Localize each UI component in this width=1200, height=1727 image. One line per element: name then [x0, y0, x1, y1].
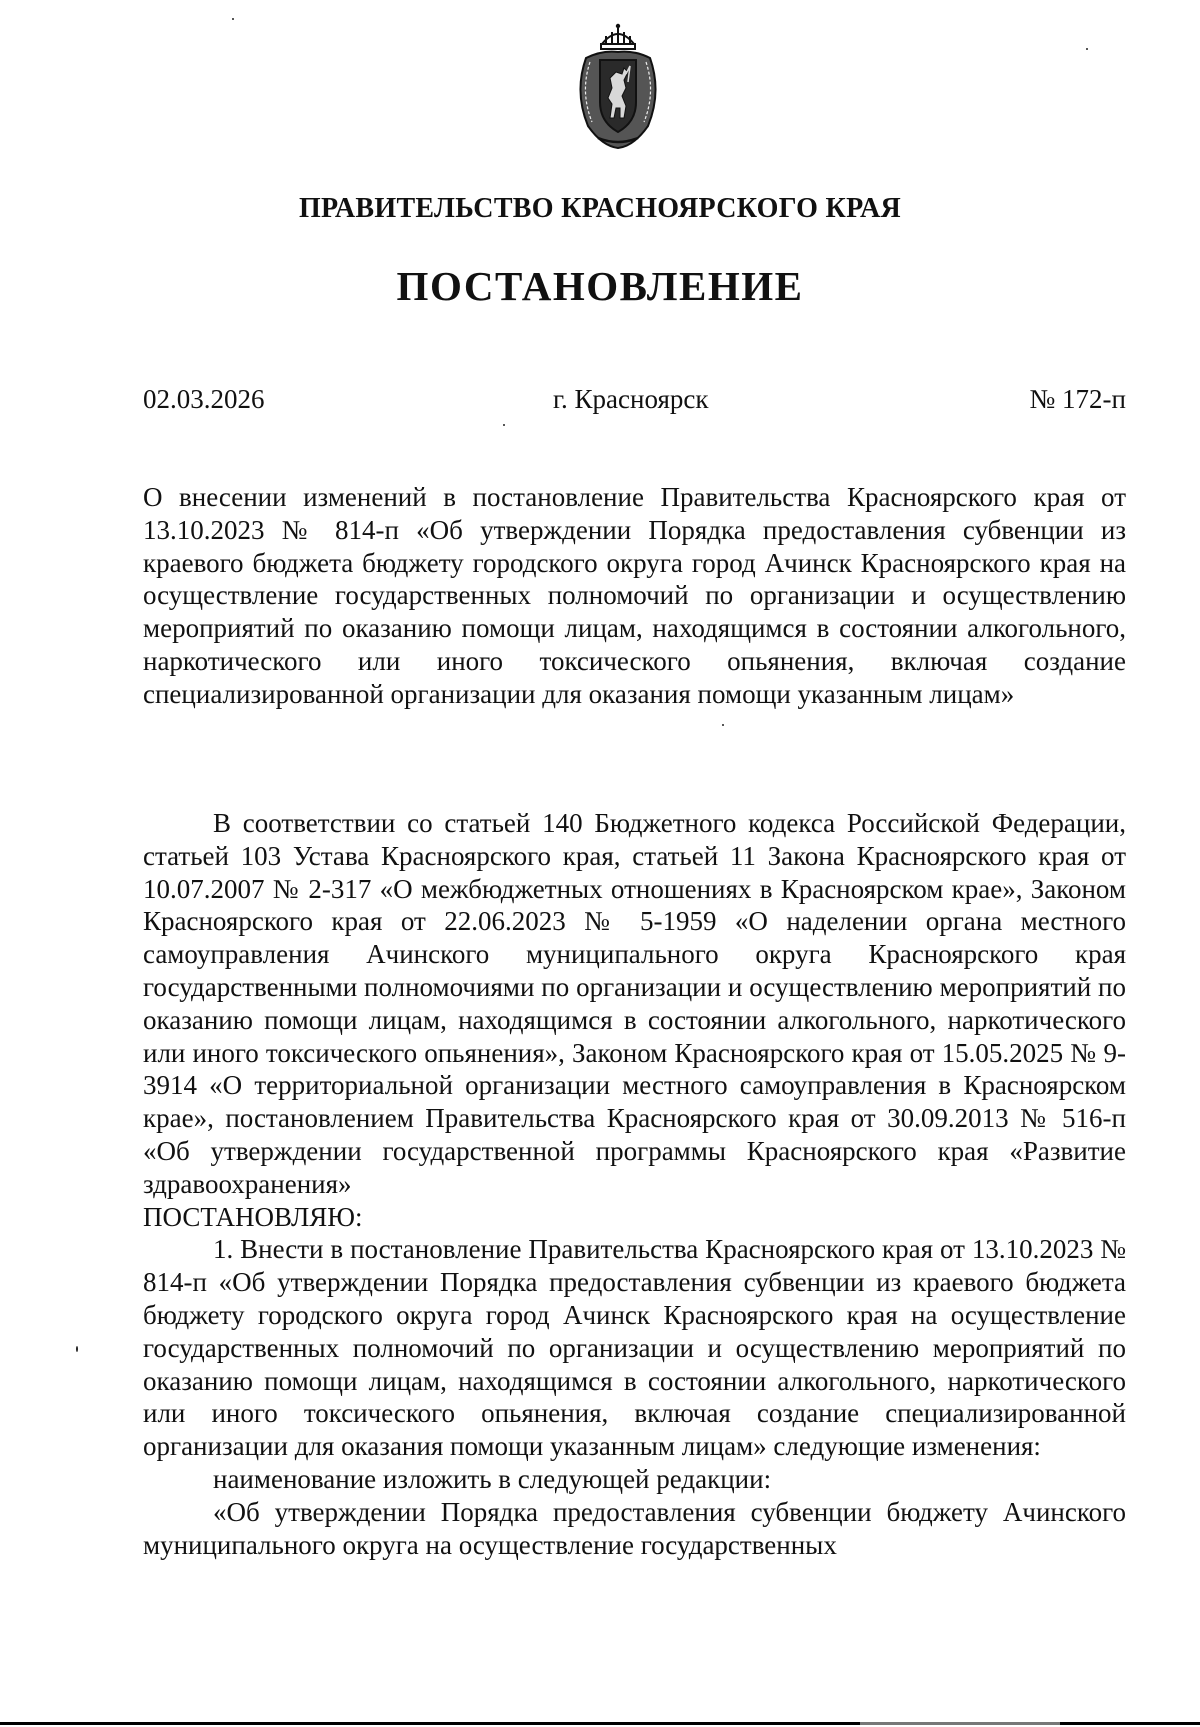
organization-title: ПРАВИТЕЛЬСТВО КРАСНОЯРСКОГО КРАЯ — [298, 193, 902, 224]
document-meta-row — [143, 384, 1126, 418]
new-name-paragraph: «Об утверждении Порядка предоставления субвенции бюджету Ачинского муниципального округа на осуществление государственных — [143, 1496, 1126, 1560]
document-subject — [143, 481, 1126, 711]
document-type-title: ПОСТАНОВЛЕНИЕ — [396, 263, 804, 309]
krasnoyarsk-coat-of-arms-icon — [568, 22, 668, 150]
document-body — [143, 807, 1126, 1561]
document-number: № 172-п — [1029, 384, 1126, 414]
scan-speck — [503, 424, 505, 426]
scan-speck — [1086, 48, 1088, 50]
preamble-paragraph: В соответствии со статьей 140 Бюджетного кодекса Российской Федерации, статьей 103 Устава Красноярского края, статьей 11 Закона Красноярского края от 10.07.2007 № 2-317 «О межбюджетных отношениях в Красноярском крае», Законом Красноярского края от 22.06.2023 № 5-1959 «О наделении органа местного самоуправления Ачинского муниципального округа Красноярского края государственными полномочиями по организации и осуществлению мероприятий по оказанию помощи лицам, находящимся в состоянии алкогольного, наркотического или иного токсического опьянения», Законом Красноярского края от 15.05.2025 № 9-3914 «О территориальной организации местного самоуправления в Красноярском крае», постановлением Правительства Красноярского края от 30.09.2013 № 516-п «Об утверждении государственной программы Красноярского края «Развитие здравоохранения» — [143, 808, 1126, 1199]
scan-speck — [76, 1346, 78, 1352]
document-city: г. Красноярск — [553, 384, 709, 414]
scan-speck — [722, 724, 724, 726]
document-date: 02.03.2026 — [143, 384, 265, 414]
scan-speck — [232, 18, 234, 20]
subject-text: О внесении изменений в постановление Правительства Красноярского края от 13.10.2023 № 814-п «Об утверждении Порядка предоставления субвенции из краевого бюджета бюджету городского округа город Ачинск Красноярского края на осуществление государственных полномочий по организации и осуществлению мероприятий по оказанию помощи лицам, находящимся в состоянии алкогольного, наркотического или иного токсического опьянения, включая создание специализированной организации для оказания помощи указанным лицам» — [143, 482, 1126, 709]
decree-word: ПОСТАНОВЛЯЮ: — [143, 1201, 363, 1232]
page-bottom-edge — [0, 1722, 1200, 1725]
name-change-paragraph: наименование изложить в следующей редакции: — [213, 1463, 772, 1494]
item-1-paragraph: 1. Внести в постановление Правительства Красноярского края от 13.10.2023 № 814-п «Об утверждении Порядка предоставления субвенции из краевого бюджета бюджету городского округа город Ачинск Красноярского края на осуществление государственных полномочий по организации и осуществлению мероприятий по оказанию помощи лицам, находящимся в состоянии алкогольного, наркотического или иного токсического опьянения, включая создание специализированной организации для оказания помощи указанным лицам» следующие изменения: — [143, 1234, 1126, 1462]
